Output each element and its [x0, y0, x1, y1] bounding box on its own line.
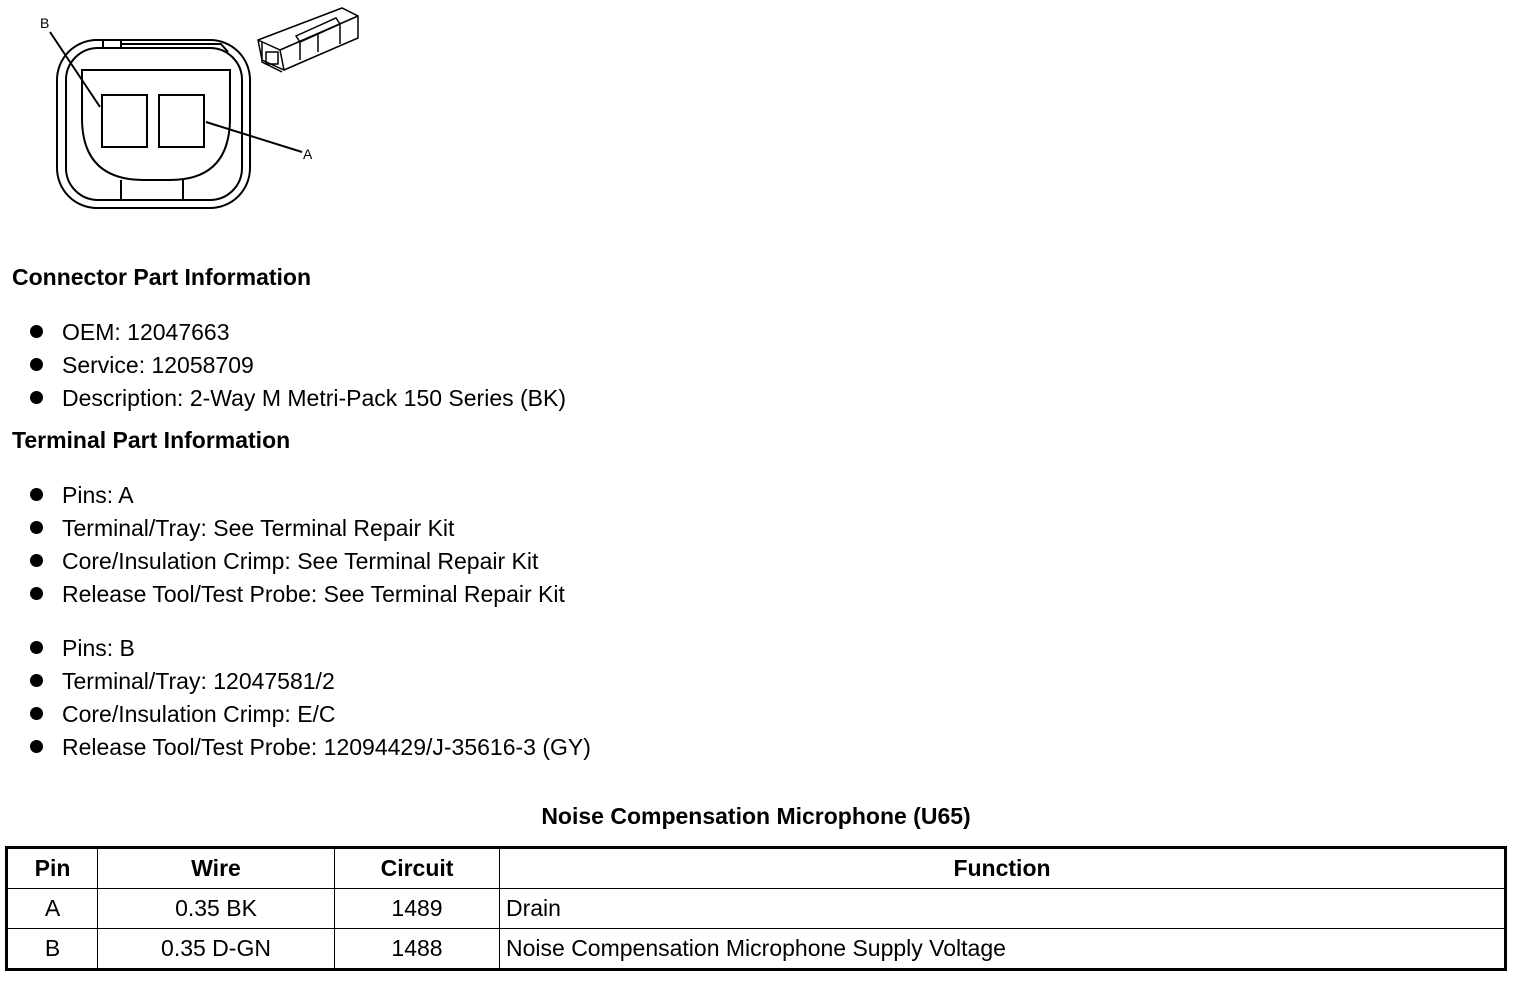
header-wire: Wire	[98, 848, 335, 889]
list-item: Description: 2-Way M Metri-Pack 150 Series (BK)	[28, 384, 566, 417]
bullet-icon	[30, 521, 43, 534]
cell-wire: 0.35 BK	[98, 889, 335, 929]
pin-table	[5, 846, 1507, 971]
bullet-icon	[30, 674, 43, 687]
cell-wire: 0.35 D-GN	[98, 929, 335, 970]
bullet-icon	[30, 707, 43, 720]
terminal-part-title: Terminal Part Information	[12, 427, 291, 453]
list-item: Pins: B	[28, 634, 591, 667]
connector-part-list	[28, 318, 566, 417]
table-header-row	[7, 848, 1506, 889]
cell-function: Drain	[500, 889, 1506, 929]
cell-pin: B	[7, 929, 98, 970]
list-item: Release Tool/Test Probe: 12094429/J-35616-3 (GY)	[28, 733, 591, 766]
terminal-part-list-b	[28, 634, 591, 766]
bullet-icon	[30, 554, 43, 567]
bullet-icon	[30, 587, 43, 600]
list-item: Core/Insulation Crimp: E/C	[28, 700, 591, 733]
terminal-part-list-a	[28, 481, 565, 613]
bullet-icon	[30, 641, 43, 654]
bullet-icon	[30, 391, 43, 404]
cell-circuit: 1488	[335, 929, 500, 970]
connector-part-title: Connector Part Information	[12, 264, 312, 290]
connector-isometric-icon	[258, 8, 358, 72]
header-function: Function	[500, 848, 1506, 889]
list-item: Release Tool/Test Probe: See Terminal Repair Kit	[28, 580, 565, 613]
cell-function: Noise Compensation Microphone Supply Voltage	[500, 929, 1506, 970]
list-item: Core/Insulation Crimp: See Terminal Repair Kit	[28, 547, 565, 580]
connector-diagram	[30, 4, 370, 216]
callout-a-label: A	[303, 146, 313, 162]
pin-table-title: Noise Compensation Microphone (U65)	[541, 803, 971, 829]
list-item: Terminal/Tray: 12047581/2	[28, 667, 591, 700]
bullet-icon	[30, 358, 43, 371]
callout-b-label: B	[40, 15, 50, 31]
header-pin: Pin	[7, 848, 98, 889]
list-item: OEM: 12047663	[28, 318, 566, 351]
cell-pin: A	[7, 889, 98, 929]
table-row	[7, 889, 1506, 929]
bullet-icon	[30, 488, 43, 501]
list-item: Service: 12058709	[28, 351, 566, 384]
list-item: Pins: A	[28, 481, 565, 514]
list-item: Terminal/Tray: See Terminal Repair Kit	[28, 514, 565, 547]
table-row	[7, 929, 1506, 970]
cell-circuit: 1489	[335, 889, 500, 929]
bullet-icon	[30, 740, 43, 753]
header-circuit: Circuit	[335, 848, 500, 889]
bullet-icon	[30, 325, 43, 338]
